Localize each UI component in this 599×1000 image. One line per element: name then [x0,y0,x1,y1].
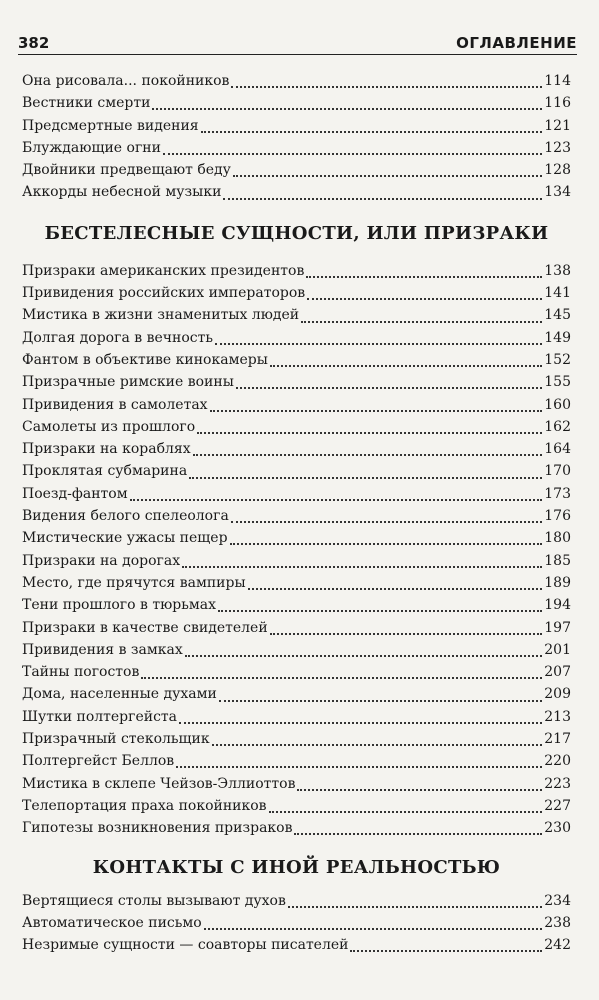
dot-leader [218,610,542,612]
toc-entry-title: Привидения в замках [22,641,183,658]
toc-entry [22,438,571,460]
toc-entry-page: 141 [544,285,571,302]
toc-entry-page: 116 [544,95,571,112]
toc-entry [22,728,571,750]
toc-entry-title: Поезд-фантом [22,485,128,502]
toc-entry-page: 162 [544,418,571,435]
toc-entry-page: 213 [544,708,571,725]
toc-entry-page: 197 [544,619,571,636]
toc-entry [22,750,571,772]
toc-entry [22,260,571,282]
toc-entry [22,92,571,114]
toc-entry-title: Автоматическое письмо [22,914,202,931]
dot-leader [219,700,542,702]
toc-entry-title: Привидения в самолетах [22,396,208,413]
dot-leader [223,198,542,200]
dot-leader [163,153,542,155]
toc-entry-page: 223 [544,775,571,792]
toc-entry [22,706,571,728]
dot-leader [248,588,543,590]
toc-entry-page: 220 [544,753,571,770]
toc-list-contacts [22,890,571,957]
toc-entry [22,416,571,438]
toc-entry-page: 189 [544,574,571,591]
toc-entry-title: Дома, населенные духами [22,686,217,703]
toc-entry-page: 128 [544,162,571,179]
toc-entry-page: 180 [544,530,571,547]
toc-entry [22,934,571,956]
toc-entry-title: Аккорды небесной музыки [22,184,222,201]
dot-leader [152,108,542,110]
toc-entry-page: 176 [544,508,571,525]
toc-entry-page: 114 [544,73,571,89]
dot-leader [130,499,543,501]
toc-list-ghosts [22,260,571,840]
toc-entry-title: Самолеты из прошлого [22,418,196,435]
toc-entry-page: 185 [544,552,571,569]
toc-entry-page: 201 [544,641,571,658]
toc-entry-title: Видения белого спелеолога [22,508,229,525]
dot-leader [210,410,543,412]
toc-entry-page: 160 [544,396,571,413]
dot-leader [204,928,543,930]
toc-entry [22,460,571,482]
page-number: 382 [18,34,50,52]
toc-entry-title: Блуждающие огни [22,139,161,156]
toc-entry-page: 173 [544,485,571,502]
toc-entry-title: Телепортация праха покойников [22,797,267,814]
toc-entry-title: Фантом в объективе кинокамеры [22,351,268,368]
toc-entry [22,661,571,683]
dot-leader [179,722,542,724]
toc-entry-title: Место, где прячутся вампиры [22,574,246,591]
dot-leader [193,454,543,456]
toc-entry-page: 170 [544,463,571,480]
toc-entry-page: 242 [544,937,571,954]
toc-entry-title: Двойники предвещают беду [22,162,231,179]
toc-entry-title: Она рисовала... покойников [22,73,230,89]
toc-entry [22,115,571,137]
toc-entry-page: 138 [544,262,571,279]
toc-entry-title: Призраки на кораблях [22,441,191,458]
dot-leader [215,343,542,345]
toc-entry [22,617,571,639]
dot-leader [270,633,543,635]
toc-entry [22,505,571,527]
toc-entry-title: Призраки в качестве свидетелей [22,619,268,636]
dot-leader [294,833,542,835]
toc-entry-page: 155 [544,374,571,391]
toc-entry-page: 149 [544,329,571,346]
toc-entry-title: Тайны погостов [22,664,140,681]
toc-entry [22,773,571,795]
dot-leader [197,432,542,434]
toc-entry-page: 227 [544,797,571,814]
toc-entry-title: Призрачные римские воины [22,374,234,391]
toc-entry [22,594,571,616]
dot-leader [301,321,542,323]
toc-entry-title: Полтергейст Беллов [22,753,175,770]
toc-entry-page: 194 [544,597,571,614]
dot-leader [288,906,542,908]
toc-entry-page: 230 [544,820,571,837]
toc-entry [22,181,571,203]
toc-entry-title: Незримые сущности — соавторы писателей [22,937,349,954]
toc-entry-title: Привидения российских императоров [22,285,306,302]
dot-leader [185,655,543,657]
toc-entry-title: Призраки американских президентов [22,262,305,279]
table-of-contents [22,70,571,956]
toc-entry-page: 234 [544,892,571,909]
dot-leader [297,789,542,791]
toc-entry [22,327,571,349]
dot-leader [212,744,543,746]
toc-entry-title: Призраки на дорогах [22,552,181,569]
toc-entry [22,890,571,912]
toc-entry-page: 238 [544,914,571,931]
section-heading-ghosts: БЕСТЕЛЕСНЫЕ СУЩНОСТИ, ИЛИ ПРИЗРАКИ [44,222,549,244]
toc-entry-title: Гипотезы возникновения призраков [22,820,293,837]
dot-leader [236,387,542,389]
toc-entry-page: 123 [544,139,571,156]
toc-entry [22,483,571,505]
toc-entry-title: Призрачный стекольщик [22,731,210,748]
running-header [18,26,577,55]
toc-entry-title: Вестники смерти [22,95,151,112]
toc-entry-page: 134 [544,184,571,201]
toc-entry [22,159,571,181]
toc-entry-title: Мистика в склепе Чейзов-Эллиоттов [22,775,296,792]
toc-entry-page: 152 [544,351,571,368]
dot-leader [176,766,542,768]
toc-entry [22,349,571,371]
toc-entry-page: 209 [544,686,571,703]
toc-entry [22,683,571,705]
toc-entry [22,282,571,304]
dot-leader [230,543,543,545]
dot-leader [231,86,542,88]
toc-entry [22,639,571,661]
toc-entry-title: Тени прошлого в тюрьмах [22,597,216,614]
toc-entry-title: Проклятая субмарина [22,463,188,480]
dot-leader [233,175,542,177]
toc-entry [22,394,571,416]
toc-entry-title: Мистика в жизни знаменитых людей [22,307,300,324]
toc-entry [22,817,571,839]
toc-entry-page: 145 [544,307,571,324]
dot-leader [307,298,542,300]
toc-entry-title: Шутки полтергейста [22,708,178,725]
running-title: ОГЛАВЛЕНИЕ [456,34,577,52]
toc-entry-title: Вертящиеся столы вызывают духов [22,892,286,909]
toc-entry [22,550,571,572]
dot-leader [141,677,542,679]
toc-entry [22,70,571,92]
toc-entry [22,371,571,393]
toc-entry-title: Предсмертные видения [22,117,199,134]
toc-entry-page: 207 [544,664,571,681]
toc-entry-page: 121 [544,117,571,134]
toc-entry-page: 217 [544,731,571,748]
dot-leader [306,276,542,278]
dot-leader [201,131,543,133]
toc-entry [22,527,571,549]
toc-entry [22,137,571,159]
toc-entry-page: 164 [544,441,571,458]
dot-leader [189,477,542,479]
section-heading-contacts: КОНТАКТЫ С ИНОЙ РЕАЛЬНОСТЬЮ [92,856,501,878]
toc-list-continued [22,70,571,204]
dot-leader [231,521,542,523]
dot-leader [350,950,542,952]
toc-entry [22,572,571,594]
toc-entry-title: Долгая дорога в вечность [22,329,213,346]
dot-leader [182,566,542,568]
dot-leader [270,365,542,367]
toc-entry [22,304,571,326]
toc-entry-title: Мистические ужасы пещер [22,530,228,547]
toc-entry [22,795,571,817]
dot-leader [269,811,543,813]
toc-entry [22,912,571,934]
